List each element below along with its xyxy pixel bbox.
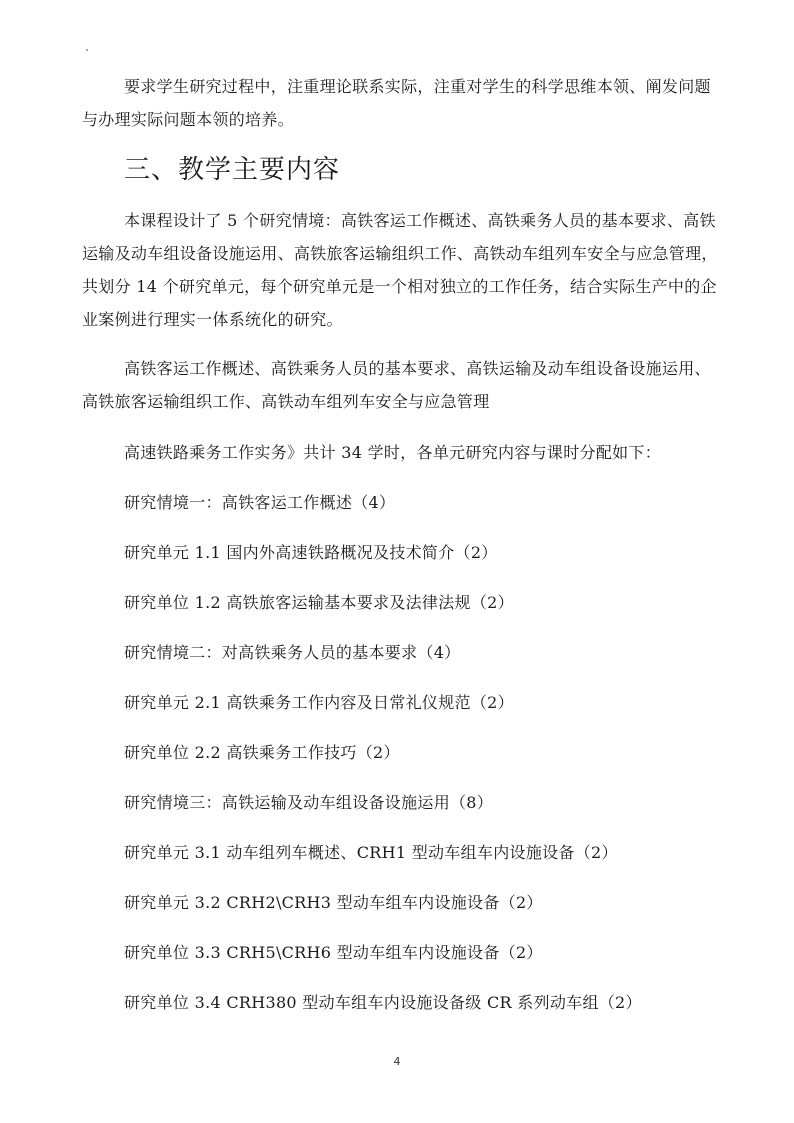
- list-item: 研究情境一：高铁客运工作概述（4）: [124, 493, 396, 512]
- list-item: 研究单位 3.3 CRH5\CRH6 型动车组车内设施设备（2）: [124, 943, 543, 962]
- list-item: 研究情境二：对高铁乘务人员的基本要求（4）: [124, 643, 461, 662]
- contents-paragraph: 本课程设计了 5 个研究情境：高铁客运工作概述、高铁乘务人员的基本要求、高铁运输及动车组设备设施运用、高铁旅客运输组织工作、高铁动车组列车安全与应急管理，共划分 14 个研究单元，每个研究单元是一个相对独立的工作任务，结合实际生产中的企业案例进行理实一体系统化的研究。: [82, 211, 718, 329]
- situations-paragraph: 高铁客运工作概述、高铁乘务人员的基本要求、高铁运输及动车组设备设施运用、高铁旅客运输组织工作、高铁动车组列车安全与应急管理: [82, 359, 711, 411]
- list-item: 研究单位 3.4 CRH380 型动车组车内设施设备级 CR 系列动车组（2）: [124, 993, 642, 1012]
- list-item: 研究情境三：高铁运输及动车组设备设施运用（8）: [124, 793, 494, 812]
- list-item: 研究单元 1.1 国内外高速铁路概况及技术简介（2）: [124, 543, 498, 562]
- list-item: 研究单元 3.1 动车组列车概述、CRH1 型动车组车内设施设备（2）: [124, 843, 618, 862]
- list-item: 研究单位 2.2 高铁乘务工作技巧（2）: [124, 743, 400, 762]
- page-number: 4: [393, 1055, 401, 1068]
- section-heading: 三、教学主要内容: [124, 155, 341, 185]
- hours-summary: 高速铁路乘务工作实务》共计 34 学时，各单元研究内容与课时分配如下：: [124, 443, 662, 462]
- list-item: 研究单元 3.2 CRH2\CRH3 型动车组车内设施设备（2）: [124, 893, 543, 912]
- list-item: 研究单元 2.1 高铁乘务工作内容及日常礼仪规范（2）: [124, 693, 514, 712]
- list-item: 研究单位 1.2 高铁旅客运输基本要求及法律法规（2）: [124, 593, 514, 612]
- scan-speck: [86, 49, 88, 51]
- intro-paragraph: 要求学生研究过程中，注重理论联系实际，注重对学生的科学思维本领、阐发问题与办理实际问题本领的培养。: [82, 77, 711, 129]
